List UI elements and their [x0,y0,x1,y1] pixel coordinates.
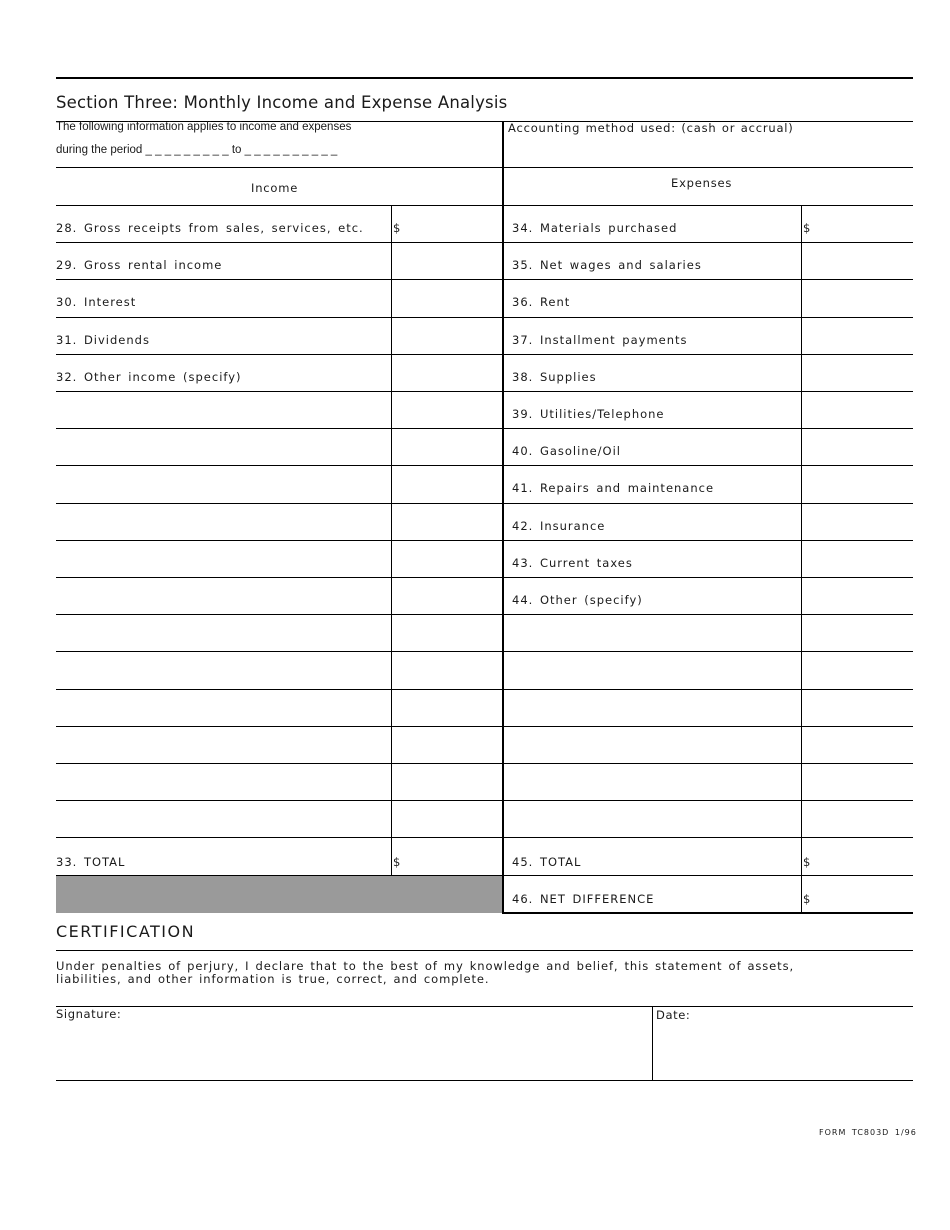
expense-item-label: 35. Net wages and salaries [512,258,702,272]
net-difference-label: 46. NET DIFFERENCE [512,892,655,906]
income-amount-field[interactable] [402,653,500,686]
income-amount-field[interactable] [402,319,500,352]
income-amount-field[interactable] [402,467,500,500]
row-rule [56,317,913,318]
expense-specify-field[interactable] [505,691,799,724]
row-rule [56,205,913,206]
income-amount-field[interactable] [402,393,500,426]
certification-rule [56,950,913,951]
date-field[interactable] [654,1022,912,1078]
top-rule [56,77,913,79]
expense-item-label: 41. Repairs and maintenance [512,481,715,495]
income-specify-field[interactable] [57,616,389,649]
expense-item-label: 34. Materials purchased [512,221,678,235]
row-rule [56,354,913,355]
income-specify-field[interactable] [57,430,389,463]
expense-amount-field[interactable] [812,207,912,240]
row-rule [56,689,913,690]
income-total-label: 33. TOTAL [56,855,126,869]
expense-total-currency: $ [803,855,812,869]
row-rule [56,614,913,615]
income-amount-field[interactable] [402,765,500,798]
income-specify-field[interactable] [57,653,389,686]
income-amount-field[interactable] [402,207,500,240]
row-rule [56,726,913,727]
row-rule [56,242,913,243]
expense-item-label: 37. Installment payments [512,333,688,347]
income-specify-field[interactable] [57,728,389,761]
income-specify-field[interactable] [57,691,389,724]
signature-date-divider [652,1006,653,1080]
expense-specify-field[interactable] [505,765,799,798]
income-amount-field[interactable] [402,281,500,314]
expense-specify-field[interactable] [505,728,799,761]
income-amount-field[interactable] [402,691,500,724]
expense-amount-field[interactable] [812,653,912,686]
income-header: Income [251,181,299,195]
income-amount-field[interactable] [402,802,500,835]
income-amount-field[interactable] [402,728,500,761]
expense-amount-field[interactable] [812,802,912,835]
income-amount-field[interactable] [402,542,500,575]
row-rule [56,763,913,764]
expense-item-label: 40. Gasoline/Oil [512,444,622,458]
income-total-currency: $ [393,855,402,869]
expense-amount-field[interactable] [812,430,912,463]
expense-amount-divider [801,205,802,913]
row-rule [56,837,913,838]
expense-item-currency: $ [803,221,812,235]
row-rule [56,391,913,392]
expense-item-label: 38. Supplies [512,370,597,384]
signature-bottom-rule [56,1080,913,1081]
income-specify-field[interactable] [57,467,389,500]
income-amount-field[interactable] [402,244,500,277]
expense-amount-field[interactable] [812,728,912,761]
expense-total-label: 45. TOTAL [512,855,582,869]
expense-amount-field[interactable] [812,319,912,352]
row-rule [56,503,913,504]
expense-item-label: 36. Rent [512,295,571,309]
net-difference-amount-field[interactable] [812,877,912,911]
header-top-rule [56,167,913,168]
certification-statement-line1: Under penalties of perjury, I declare that to the best of my knowledge and belief, this statement of assets, [56,959,795,973]
expense-amount-field[interactable] [812,505,912,538]
accounting-method-label: Accounting method used: (cash or accrual) [508,121,794,135]
expense-total-amount-field[interactable] [812,840,912,874]
income-specify-field[interactable] [57,542,389,575]
expenses-header: Expenses [671,176,733,190]
expense-specify-field[interactable] [505,616,799,649]
income-item-label: 29. Gross rental income [56,258,223,272]
center-divider [502,121,504,913]
expense-specify-field[interactable] [505,653,799,686]
shaded-block [56,876,502,913]
table-bottom-rule [502,912,913,914]
certification-statement-line2: liabilities, and other information is true, correct, and complete. [56,972,490,986]
income-amount-divider [391,205,392,875]
expense-item-label: 42. Insurance [512,519,606,533]
income-amount-field[interactable] [402,505,500,538]
certification-heading: CERTIFICATION [56,922,196,941]
row-rule [56,465,913,466]
income-amount-field[interactable] [402,430,500,463]
date-label: Date: [656,1008,691,1022]
expense-amount-field[interactable] [812,542,912,575]
expense-specify-field[interactable] [505,802,799,835]
income-item-label: 31. Dividends [56,333,150,347]
expense-item-label: 43. Current taxes [512,556,633,570]
income-item-label: 28. Gross receipts from sales, services, etc. [56,221,364,235]
signature-label: Signature: [56,1007,122,1021]
expense-amount-field[interactable] [812,765,912,798]
expense-amount-field[interactable] [812,356,912,389]
income-total-amount-field[interactable] [402,840,500,874]
income-amount-field[interactable] [402,616,500,649]
row-rule [56,428,913,429]
income-item-label: 32. Other income (specify) [56,370,242,384]
row-rule [56,800,913,801]
row-rule [56,577,913,578]
income-amount-field[interactable] [402,579,500,612]
expense-amount-field[interactable] [812,393,912,426]
expense-item-label: 44. Other (specify) [512,593,643,607]
period-text-line2[interactable]: during the period _ _ _ _ _ _ _ _ _ to _ _ _ _ _ _ _ _ _ _ [56,144,338,156]
expense-amount-field[interactable] [812,579,912,612]
expense-item-label: 39. Utilities/Telephone [512,407,665,421]
income-item-label: 30. Interest [56,295,137,309]
row-rule [56,279,913,280]
income-specify-field[interactable] [57,579,389,612]
income-item-currency: $ [393,221,402,235]
income-amount-field[interactable] [402,356,500,389]
net-difference-currency: $ [803,892,812,906]
form-id: FORM TC803D 1/96 [819,1128,917,1137]
expense-amount-field[interactable] [812,616,912,649]
signature-field[interactable] [57,1022,651,1078]
expense-amount-field[interactable] [812,691,912,724]
income-specify-field[interactable] [57,765,389,798]
signature-top-rule [56,1006,913,1007]
expense-amount-field[interactable] [812,281,912,314]
income-specify-field[interactable] [57,505,389,538]
row-rule [56,651,913,652]
expense-amount-field[interactable] [812,244,912,277]
row-rule [56,540,913,541]
expense-amount-field[interactable] [812,467,912,500]
income-specify-field[interactable] [57,393,389,426]
income-specify-field[interactable] [57,802,389,835]
period-text-line1: The following information applies to income and expenses [56,121,352,133]
section-title: Section Three: Monthly Income and Expense Analysis [56,93,508,112]
